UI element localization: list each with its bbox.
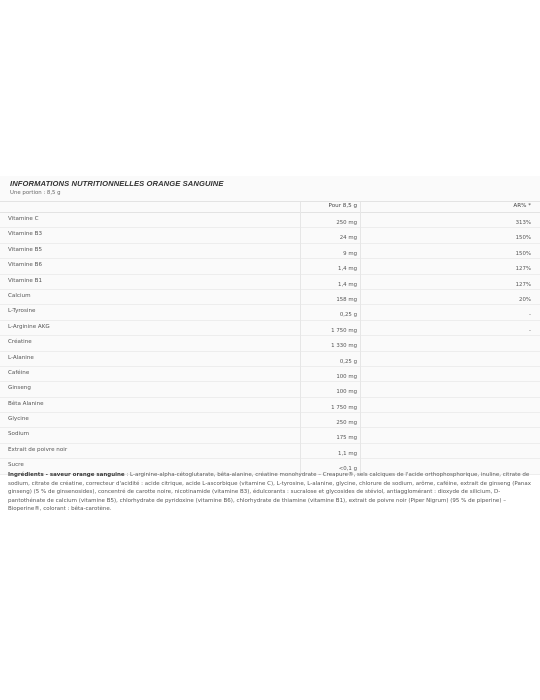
nutrient-name: Vitamine B6 (8, 262, 43, 269)
ingredients-label: Ingrédients - saveur orange sanguine (8, 472, 125, 478)
nutrient-value: 9 mg (343, 250, 357, 257)
nutrient-value: <0,1 g (338, 466, 357, 473)
nutrient-name: Sucre (8, 462, 24, 469)
ingredients-paragraph (8, 471, 532, 514)
table-row (0, 259, 540, 274)
table-row (0, 305, 540, 320)
table-row (0, 428, 540, 443)
nutrient-name: L-Tyrosine (8, 308, 36, 315)
table-row (0, 228, 540, 243)
nutrient-name: Créatine (8, 339, 32, 346)
nutrient-name: L-Alanine (8, 354, 34, 361)
nutrient-ar: 127% (515, 266, 531, 273)
nutrient-name: Sodium (8, 431, 30, 438)
nutrient-value: 100 mg (336, 373, 357, 380)
nutrient-name: Caféine (8, 369, 30, 376)
nutrient-name: Extrait de poivre noir (8, 446, 68, 453)
nutrient-ar: 127% (515, 281, 531, 288)
portion-size: Une portion : 8,5 g (10, 190, 61, 196)
table-row (0, 321, 540, 336)
table-row (0, 367, 540, 382)
nutrient-value: 1,1 mg (338, 450, 357, 457)
nutrient-value: 1,4 mg (338, 281, 357, 288)
nutrient-name: Vitamine B1 (8, 277, 43, 284)
nutrient-name: Calcium (8, 292, 31, 299)
nutrient-value: 0,25 g (339, 358, 357, 365)
table-row (0, 413, 540, 428)
nutrient-ar: 20% (519, 296, 531, 303)
table-row (0, 275, 540, 290)
table-row (0, 398, 540, 413)
nutrient-value: 250 mg (336, 420, 357, 427)
nutrient-name: Ginseng (8, 385, 31, 392)
nutrient-ar: 313% (515, 220, 531, 226)
table-title: INFORMATIONS NUTRITIONNELLES ORANGE SANGUINE (10, 179, 224, 188)
table-row (0, 352, 540, 367)
nutrient-value: 250 mg (336, 220, 357, 226)
nutrient-name: Glycine (8, 416, 29, 423)
table-row (0, 336, 540, 351)
column-headers (0, 202, 540, 213)
nutrient-name: Vitamine B3 (8, 231, 43, 238)
column-divider (300, 202, 301, 475)
table-row (0, 290, 540, 305)
nutrient-name: Bêta Alanine (8, 400, 44, 407)
nutrient-ar: - (529, 327, 531, 334)
nutrient-value: 1 750 mg (331, 404, 357, 411)
nutrient-value: 1 750 mg (331, 327, 357, 334)
column-header-per-portion: Pour 8,5 g (328, 203, 357, 209)
nutrient-value: 175 mg (336, 435, 357, 442)
nutrient-name: Vitamine C (8, 216, 39, 222)
table-row (0, 244, 540, 259)
table-header (0, 176, 540, 202)
nutrient-value: 158 mg (336, 296, 357, 303)
nutrient-name: L-Arginine AKG (8, 323, 50, 330)
nutrient-ar: 150% (515, 235, 531, 242)
table-body (0, 213, 540, 475)
nutrient-value: 1 330 mg (331, 343, 357, 350)
nutrient-value: 24 mg (339, 235, 357, 242)
nutrient-value: 0,25 g (339, 312, 357, 319)
column-divider (360, 202, 361, 475)
ingredients-text: : L-arginine-alpha-cétoglutarate, bêta-alanine, créatine monohydrate – Creapure®, sels calciques de l'acide orthophosphorique, inuline, citrate de sodium, citrate de créatine, correcteur d'acidité : acide citrique, acide L-ascorbique (vitamine C), L-tyrosine, L-alanine, glycine, chlorure de sodium, arôme, caféine, extrait de ginseng (Panax ginseng) (5 % de ginsenosides), concentré de carotte noire, nicotinamide (vitamine B3), édulcorants : sucralose et glycosides de stéviol, antiagglomérant : dioxyde de silicium, D-pantothénate de calcium (vitamine B5), chlorhydrate de pyridoxine (vitamine B6), chlorhydrate de thiamine (vitamine B1), extrait de poivre noir (Piper Nigrum) (95 % de piperine) – Bioperine®, colorant : bêta-carotène. (8, 472, 531, 513)
table-row (0, 213, 540, 228)
nutrient-ar: 150% (515, 250, 531, 257)
nutrient-value: 1,4 mg (338, 266, 357, 273)
nutrient-name: Vitamine B5 (8, 246, 43, 253)
table-row (0, 382, 540, 397)
nutrient-ar: - (529, 312, 531, 319)
column-header-ar: AR% * (513, 203, 531, 209)
nutrient-value: 100 mg (336, 389, 357, 396)
nutrition-table (0, 176, 540, 475)
table-row (0, 444, 540, 459)
